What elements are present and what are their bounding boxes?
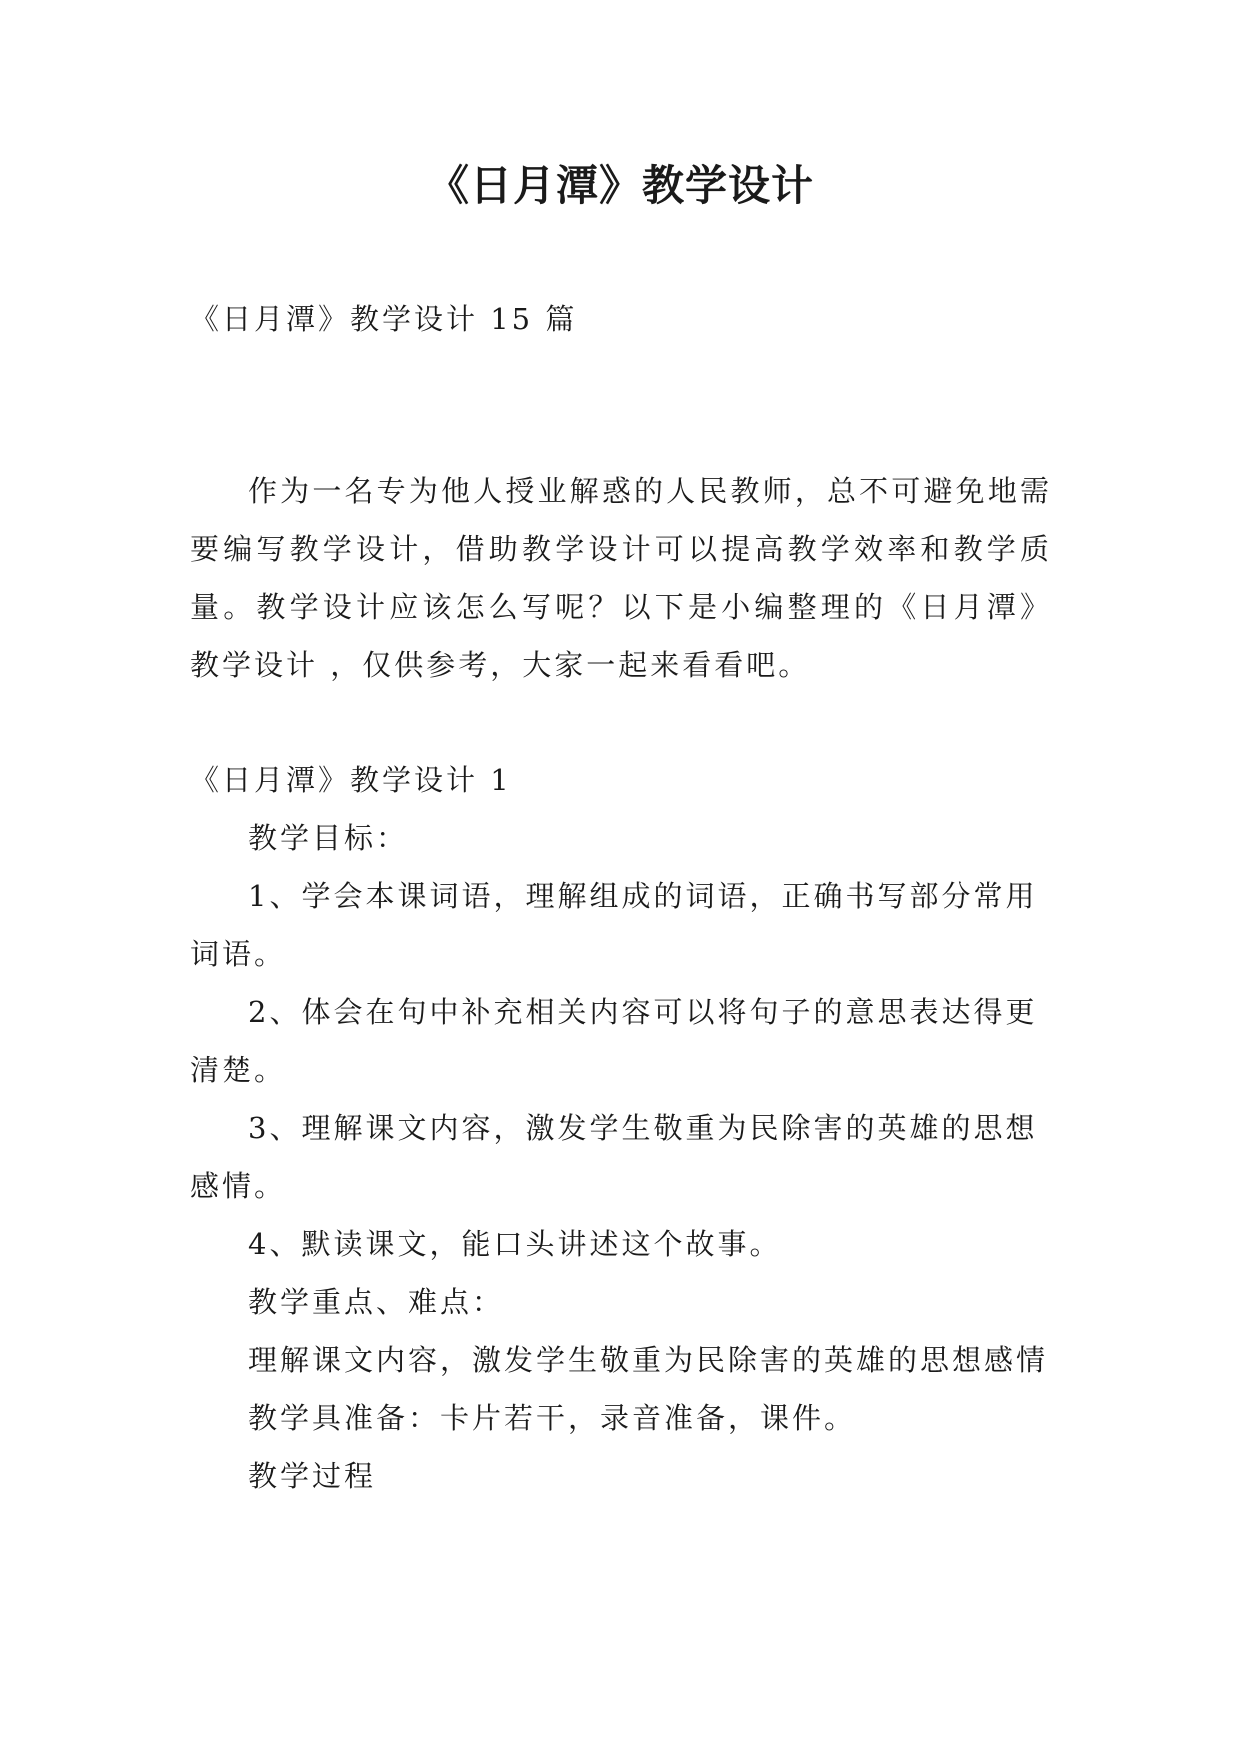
document-title: 《日月潭》教学设计 [426,161,814,210]
materials-text: 教学具准备：卡片若干，录音准备，课件。 [248,1401,857,1435]
objectives-heading: 教学目标： [248,821,409,855]
intro-paragraph: 作为一名专为他人授业解惑的人民教师，总不可避免地需要编写教学设计，借助教学设计可以提高教学效率和教学质量。教学设计应该怎么写呢？以下是小编整理的《日月潭》教学设计 ，仅供参考，大家一起来看看吧。 [190,474,1052,682]
objective-item: 3、理解课文内容，激发学生敬重为民除害的英雄的思想感情。 [190,1111,1038,1203]
key-points-heading: 教学重点、难点： [248,1285,505,1319]
section-heading: 《日月潭》教学设计 1 [190,763,512,797]
key-points-text: 理解课文内容，激发学生敬重为民除害的英雄的思想感情 [248,1343,1049,1377]
process-heading: 教学过程 [248,1459,377,1493]
objective-item: 4、默读课文，能口头讲述这个故事。 [248,1227,782,1261]
objective-item: 1、学会本课词语，理解组成的词语，正确书写部分常用词语。 [190,879,1038,971]
document-subtitle: 《日月潭》教学设计 15 篇 [190,302,578,336]
lesson-content [190,751,1052,1505]
objective-item: 2、体会在句中补充相关内容可以将句子的意思表达得更清楚。 [190,995,1038,1087]
